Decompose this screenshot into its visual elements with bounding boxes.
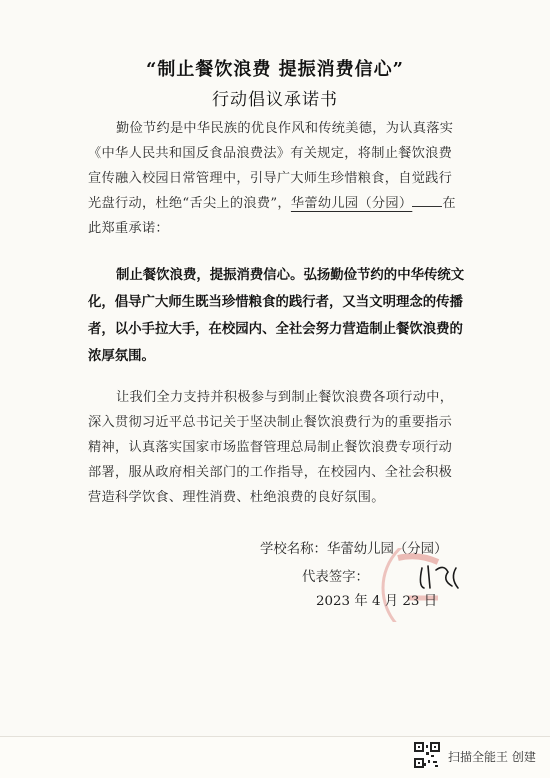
handwritten-signature <box>352 560 462 594</box>
paragraph-pledge <box>88 262 466 370</box>
signature-date: 2023 年 4 月 23 日 <box>316 594 438 609</box>
signature-school-name: 学校名称：华蕾幼儿园（分园） <box>260 542 448 557</box>
paragraph-pledge-text: 制止餐饮浪费，提振消费信心。弘扬勤俭节约的中华传统文化，倡导广大师生既当珍惜粮食的践行者，又当文明理念的传播者，以小手拉大手，在校园内、全社会努力营造制止餐饮浪费的浓厚氛围。 <box>88 268 465 364</box>
paragraph-intro-end: 在此郑重承诺： <box>88 196 456 236</box>
school-name-underlined: 华蕾幼儿园（分园） <box>290 196 413 211</box>
document-title: “制止餐饮浪费 提振消费信心” <box>146 59 404 80</box>
qr-code-icon <box>414 742 440 768</box>
underline-blank <box>412 206 442 207</box>
signature-representative-label: 代表签字： <box>302 570 369 585</box>
paragraph-intro <box>88 116 464 241</box>
paragraph-intro-text: 勤俭节约是中华民族的优良作风和传统美德，为认真落实《中华人民共和国反食品浪费法》有关规定，将制止餐饮浪费宣传融入校园日常管理中，引导广大师生珍惜粮食，自觉践行光盘行动，杜绝“舌尖上的浪费”， <box>88 121 454 211</box>
document-subtitle: 行动倡议承诺书 <box>212 90 338 110</box>
paragraph-action <box>88 385 464 510</box>
scanner-app-label: 扫描全能王 创建 <box>448 750 536 764</box>
scanner-watermark <box>414 742 550 772</box>
paragraph-action-text: 让我们全力支持并积极参与到制止餐饮浪费各项行动中，深入贯彻习近平总书记关于坚决制止餐饮浪费行为的重要指示精神，认真落实国家市场监督管理总局制止餐饮浪费专项行动部署，服从政府相关部门的工作指导，在校园内、全社会积极营造科学饮食、理性消费、杜绝浪费的良好氛围。 <box>88 390 454 505</box>
